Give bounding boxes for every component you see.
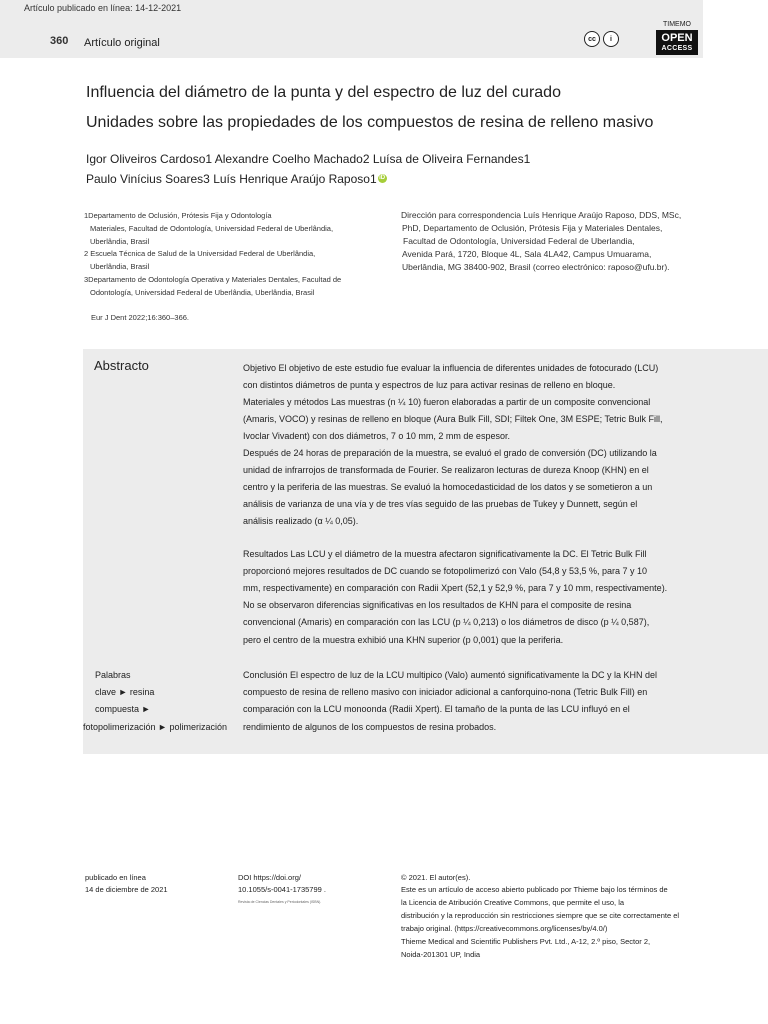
license-line: Noida-201301 UP, India	[401, 950, 481, 959]
abstract-line: (Amaris, VOCO) y resinas de relleno en bloque (Aura Bulk Fill, SDI; Filtek One, 3M ESPE; Tetric Bulk Fill,	[243, 414, 663, 424]
abstract-line: No se observaron diferencias significativas en los resultados de KHN para el composite de resina	[243, 600, 632, 610]
abstract-line: compuesto de resina de relleno masivo con iniciador adicional a canforquino-nona (Tetric Bulk Fill) en	[243, 687, 648, 697]
open-access-badge	[656, 20, 698, 55]
attribution-icon: i	[603, 31, 619, 47]
abstract-line: Ivoclar Vivadent) con dos diámetros, 7 o 10 mm, 2 mm de espesor.	[243, 431, 510, 441]
badge-access-text: ACCESS	[661, 45, 693, 52]
abstract-line: Objetivo El objetivo de este estudio fue evaluar la influencia de diferentes unidades de fotocurado (LCU)	[243, 363, 659, 373]
authors-line-2	[86, 172, 387, 186]
license-line: distribución y la reproducción sin restricciones siempre que se cite correctamente el	[401, 911, 680, 920]
correspondence-text: Luís Henrique Araújo Raposo, DDS, MSc,	[523, 210, 682, 220]
affiliation-line: Uberlândia, Brasil	[90, 237, 150, 246]
abstract-line: con distintos diámetros de punta y espectros de luz para activar resinas de relleno en bloque.	[243, 380, 616, 390]
affiliation-line: 3Departamento de Odontología Operativa y Materiales Dentales, Facultad de	[84, 275, 342, 284]
abstract-line: Conclusión El espectro de luz de la LCU multipico (Valo) aumentó significativamente la DC y la KHN del	[243, 670, 658, 680]
license-line: Thieme Medical and Scientific Publishers Pvt. Ltd., A-12, 2.º piso, Sector 2,	[401, 937, 651, 946]
license-line: la Licencia de Atribución Creative Commons, que permite el uso, la	[401, 898, 625, 907]
abstract-line: proporcionó mejores resultados de DC cuando se fotopolimerizó con Valo (54,8 y 53,5 %, para 7 y 10	[243, 566, 648, 576]
affiliation-line: 1Departamento de Oclusión, Prótesis Fija y Odontología	[84, 211, 272, 220]
keywords-line: Palabras	[95, 670, 131, 680]
correspondence-line: Uberlândia, MG 38400-902, Brasil (correo electrónico: raposo@ufu.br).	[402, 262, 670, 272]
abstract-heading: Abstracto	[94, 358, 149, 373]
footer-doi-label[interactable]: DOI https://doi.org/	[238, 873, 301, 882]
abstract-line: mm, respectivamente) en comparación con Radii Xpert (52,1 y 52,9 %, para 7 y 10 mm, respectivamente).	[243, 583, 668, 593]
cc-icon: cc	[584, 31, 600, 47]
badge-open-text: OPEN	[661, 32, 693, 44]
correspondence-line-1	[401, 210, 681, 220]
keywords-line: fotopolimerización ► polimerización	[83, 722, 227, 732]
badge-top-text: TIMEMO	[663, 21, 691, 28]
abstract-line: rendimiento de algunos de los compuestos de resina probados.	[243, 722, 497, 732]
article-section-label: Artículo original	[84, 37, 160, 49]
affiliation-line: Uberlândia, Brasil	[90, 262, 150, 271]
footer-published-label: publicado en línea	[85, 873, 146, 882]
abstract-line: comparación con la LCU monoonda (Radii Xpert). El tamaño de la punta de las LCU influyó en el	[243, 704, 630, 714]
license-line: Este es un artículo de acceso abierto publicado por Thieme bajo los términos de	[401, 885, 668, 894]
abstract-line: Después de 24 horas de preparación de la muestra, se evaluó el grado de conversión (DC) utilizando la	[243, 448, 657, 458]
footer-published-date: 14 de diciembre de 2021	[85, 885, 168, 894]
abstract-line: pero el centro de la muestra exhibió una KHN superior (p 0,001) que la periferia.	[243, 635, 564, 645]
correspondence-line: Facultad de Odontología, Universidad Federal de Uberlandia,	[403, 236, 635, 246]
page-number: 360	[50, 35, 69, 47]
abstract-line: convencional (Amaris) en comparación con las LCU (p ¼ 0,213) o los diámetros de disco (p ¼ 0,587),	[243, 617, 650, 627]
orcid-icon[interactable]: iD	[379, 175, 386, 181]
article-title-line-2: Unidades sobre las propiedades de los compuestos de resina de relleno masivo	[86, 114, 654, 131]
keywords-line: compuesta ►	[95, 704, 151, 714]
journal-citation: Eur J Dent 2022;16:360–366.	[91, 313, 189, 322]
correspondence-line: PhD, Departamento de Oclusión, Prótesis Fija y Materiales Dentales,	[402, 223, 663, 233]
affiliation-line: 2 Escuela Técnica de Salud de la Universidad Federal de Uberlândia,	[84, 249, 316, 258]
abstract-line: unidad de infrarrojos de transformada de Fourier. Se realizaron lecturas de dureza Knoop (KHN) en el	[243, 465, 649, 475]
authors-line-2-text: Paulo Vinícius Soares3 Luís Henrique Araújo Raposo1	[86, 172, 377, 186]
correspondence-line: Avenida Pará, 1720, Bloque 4L, Sala 4LA42, Campus Umuarama,	[402, 249, 652, 259]
abstract-line: análisis de varianza de una vía y de tres vías seguido de las pruebas de Tukey y Dunnett, según el	[243, 499, 638, 509]
footer-doi-value[interactable]: 10.1055/s-0041-1735799 .	[238, 885, 326, 894]
authors-line-1: Igor Oliveiros Cardoso1 Alexandre Coelho Machado2 Luísa de Oliveira Fernandes1	[86, 152, 531, 166]
affiliation-line: Odontología, Universidad Federal de Uberlândia, Uberlândia, Brasil	[90, 288, 315, 297]
abstract-line: análisis realizado (α ¼ 0,05).	[243, 516, 359, 526]
abstract-line: Materiales y métodos Las muestras (n ¼ 10) fueron elaboradas a partir de un composite convencional	[243, 397, 651, 407]
license-line: © 2021. El autor(es).	[401, 873, 471, 882]
affiliation-line: Materiales, Facultad de Odontología, Universidad Federal de Uberlândia,	[90, 224, 334, 233]
article-title-line-1: Influencia del diámetro de la punta y del espectro de luz del curado	[86, 84, 561, 101]
open-access-logo	[656, 30, 698, 55]
footer-journal-issn: Revista de Ciencias Dentales y Periodontales (ISBN).	[238, 900, 322, 904]
abstract-line: Resultados Las LCU y el diámetro de la muestra afectaron significativamente la DC. El Tetric Bulk Fill	[243, 549, 647, 559]
creative-commons-license-icons[interactable]	[584, 31, 619, 47]
correspondence-label: Dirección para correspondencia	[401, 210, 522, 220]
license-line[interactable]: trabajo original. (https://creativecommons.org/licenses/by/4.0/)	[401, 924, 608, 933]
abstract-line: centro y la periferia de las muestras. Se evaluó la homocedasticidad de los datos y se sometieron a un	[243, 482, 653, 492]
keywords-line: clave ► resina	[95, 687, 155, 697]
online-publication-date: Artículo publicado en línea: 14-12-2021	[24, 3, 182, 13]
